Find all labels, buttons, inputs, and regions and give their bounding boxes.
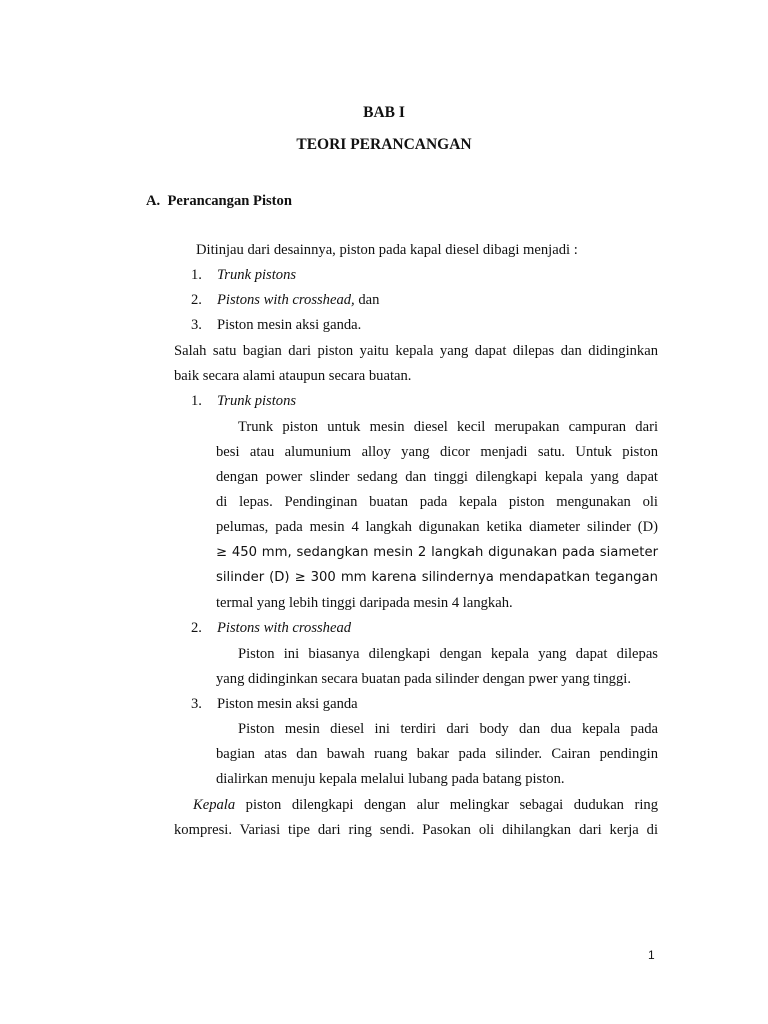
item-line: Trunk piston untuk mesin diesel kecil merupakan campuran dari (238, 419, 658, 435)
item-line: Piston mesin diesel ini terdiri dari body dan dua kepala pada (238, 721, 658, 737)
list-label: Trunk pistons (217, 267, 297, 283)
section-title: Perancangan Piston (167, 193, 292, 209)
intro-paragraph: Ditinjau dari desainnya, piston pada kapal diesel dibagi menjadi : (196, 242, 578, 258)
list-label: Piston mesin aksi ganda. (217, 317, 362, 333)
item-number: 3. (191, 696, 202, 712)
paragraph-text: piston dilengkapi dengan alur melingkar sebagai dudukan ring (235, 797, 658, 813)
paragraph-line: Salah satu bagian dari piston yaitu kepala yang dapat dilepas dan didinginkan (174, 343, 658, 359)
item-heading (191, 392, 296, 410)
item-line: silinder (D) ≥ 300 mm karena silindernya mendapatkan tegangan (216, 570, 658, 585)
chapter-heading: BAB I (363, 104, 405, 121)
paragraph-line: baik secara alami ataupun secara buatan. (174, 368, 412, 384)
section-heading (146, 192, 292, 210)
item-line: ≥ 450 mm, sedangkan mesin 2 langkah digunakan pada siameter (216, 545, 658, 560)
chapter-title: TEORI PERANCANGAN (296, 136, 472, 153)
list-number: 1. (191, 267, 202, 283)
list-number: 3. (191, 317, 202, 333)
item-line: Piston ini biasanya dilengkapi dengan kepala yang dapat dilepas (238, 646, 658, 662)
item-line: yang didinginkan secara buatan pada silinder dengan pwer yang tinggi. (216, 671, 631, 687)
item-line: di lepas. Pendinginan buatan pada kepala piston mengunakan oli (216, 494, 658, 510)
type-list-item (191, 316, 361, 334)
section-marker: A. (146, 193, 161, 209)
item-line: bagian atas dan bawah ruang bakar pada silinder. Cairan pendingin (216, 746, 658, 762)
item-line: termal yang lebih tinggi daripada mesin 4 langkah. (216, 595, 513, 611)
paragraph-line (193, 796, 658, 814)
item-line: dengan power slinder sedang dan tinggi dilengkapi kepala yang dapat (216, 469, 658, 485)
list-number: 2. (191, 292, 202, 308)
type-list-item (191, 266, 296, 284)
list-suffix: dan (354, 292, 380, 308)
item-number: 2. (191, 620, 202, 636)
item-number: 1. (191, 393, 202, 409)
item-heading (191, 619, 351, 637)
item-title: Piston mesin aksi ganda (217, 696, 358, 712)
item-title: Trunk pistons (217, 393, 297, 409)
list-label: Pistons with crosshead, (217, 292, 355, 308)
item-line: pelumas, pada mesin 4 langkah digunakan ketika diameter silinder (D) (216, 519, 658, 535)
item-heading (191, 695, 358, 713)
item-line: besi atau alumunium alloy yang dicor menjadi satu. Untuk piston (216, 444, 658, 460)
page-number: 1 (648, 948, 655, 962)
italic-lead: Kepala (193, 797, 236, 813)
item-line: dialirkan menuju kepala melalui lubang pada batang piston. (216, 771, 565, 787)
paragraph-line: kompresi. Variasi tipe dari ring sendi. Pasokan oli dihilangkan dari kerja di (174, 822, 658, 838)
type-list-item (191, 291, 379, 309)
item-title: Pistons with crosshead (217, 620, 352, 636)
